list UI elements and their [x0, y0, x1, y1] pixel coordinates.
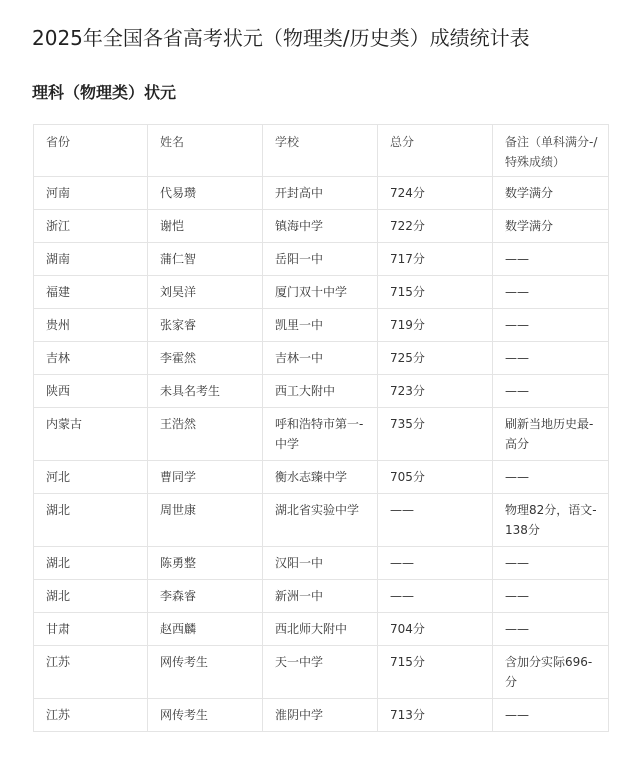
cell-province: 河北 [34, 461, 148, 494]
cell-province: 湖北 [34, 580, 148, 613]
header-province: 省份 [34, 125, 148, 177]
cell-note: 数学满分 [493, 177, 609, 210]
cell-name: 谢恺 [148, 210, 263, 243]
cell-name: 未具名考生 [148, 375, 263, 408]
cell-note: —— [493, 699, 609, 732]
table-row [34, 276, 609, 309]
cell-score: 719分 [378, 309, 493, 342]
table-row [34, 494, 609, 547]
cell-note: 含加分实际696-分 [493, 646, 609, 699]
table-row [34, 646, 609, 699]
cell-school: 凯里一中 [263, 309, 378, 342]
cell-note: —— [493, 243, 609, 276]
cell-school: 吉林一中 [263, 342, 378, 375]
cell-note: —— [493, 580, 609, 613]
cell-score: 735分 [378, 408, 493, 461]
cell-school: 岳阳一中 [263, 243, 378, 276]
table-header [34, 125, 609, 177]
header-name: 姓名 [148, 125, 263, 177]
cell-name: 代易瓒 [148, 177, 263, 210]
cell-province: 陕西 [34, 375, 148, 408]
cell-province: 贵州 [34, 309, 148, 342]
cell-name: 李森睿 [148, 580, 263, 613]
table-row [34, 342, 609, 375]
cell-score: 705分 [378, 461, 493, 494]
cell-score: 715分 [378, 276, 493, 309]
table-row [34, 580, 609, 613]
cell-school: 天一中学 [263, 646, 378, 699]
cell-school: 开封高中 [263, 177, 378, 210]
cell-note: —— [493, 461, 609, 494]
table-row [34, 375, 609, 408]
cell-name: 刘昊洋 [148, 276, 263, 309]
cell-school: 汉阳一中 [263, 547, 378, 580]
cell-score: 722分 [378, 210, 493, 243]
cell-name: 蒲仁智 [148, 243, 263, 276]
header-score: 总分 [378, 125, 493, 177]
page-title: 2025年全国各省高考状元（物理类/历史类）成绩统计表 [32, 26, 530, 50]
cell-score: 717分 [378, 243, 493, 276]
cell-school: 湖北省实验中学 [263, 494, 378, 547]
cell-name: 张家睿 [148, 309, 263, 342]
cell-school: 呼和浩特市第一-中学 [263, 408, 378, 461]
cell-province: 湖南 [34, 243, 148, 276]
cell-school: 淮阴中学 [263, 699, 378, 732]
table-row [34, 408, 609, 461]
cell-note: —— [493, 547, 609, 580]
cell-score: 704分 [378, 613, 493, 646]
cell-province: 江苏 [34, 646, 148, 699]
header-note: 备注（单科满分-/特殊成绩） [493, 125, 609, 177]
cell-province: 内蒙古 [34, 408, 148, 461]
table-row [34, 461, 609, 494]
cell-note: 数学满分 [493, 210, 609, 243]
table-row [34, 210, 609, 243]
cell-score: —— [378, 547, 493, 580]
results-table [33, 124, 609, 732]
cell-name: 网传考生 [148, 646, 263, 699]
cell-school: 西北师大附中 [263, 613, 378, 646]
table-body [34, 177, 609, 732]
cell-province: 湖北 [34, 494, 148, 547]
cell-province: 江苏 [34, 699, 148, 732]
cell-name: 李霍然 [148, 342, 263, 375]
cell-note: —— [493, 342, 609, 375]
cell-name: 网传考生 [148, 699, 263, 732]
cell-name: 陈勇整 [148, 547, 263, 580]
table-row [34, 309, 609, 342]
cell-note: —— [493, 613, 609, 646]
cell-score: —— [378, 494, 493, 547]
cell-name: 王浩然 [148, 408, 263, 461]
cell-province: 福建 [34, 276, 148, 309]
cell-province: 湖北 [34, 547, 148, 580]
cell-school: 镇海中学 [263, 210, 378, 243]
cell-score: 723分 [378, 375, 493, 408]
table-row [34, 243, 609, 276]
cell-province: 河南 [34, 177, 148, 210]
cell-note: 刷新当地历史最-高分 [493, 408, 609, 461]
cell-school: 西工大附中 [263, 375, 378, 408]
table-row [34, 547, 609, 580]
cell-province: 浙江 [34, 210, 148, 243]
table-row [34, 699, 609, 732]
cell-school: 衡水志臻中学 [263, 461, 378, 494]
cell-score: 713分 [378, 699, 493, 732]
header-row [34, 125, 609, 177]
cell-score: 725分 [378, 342, 493, 375]
section-title: 理科（物理类）状元 [32, 83, 177, 102]
cell-school: 新洲一中 [263, 580, 378, 613]
cell-school: 厦门双十中学 [263, 276, 378, 309]
header-school: 学校 [263, 125, 378, 177]
cell-province: 甘肃 [34, 613, 148, 646]
cell-score: 715分 [378, 646, 493, 699]
table-row [34, 177, 609, 210]
cell-score: —— [378, 580, 493, 613]
cell-province: 吉林 [34, 342, 148, 375]
cell-note: —— [493, 276, 609, 309]
cell-name: 曹同学 [148, 461, 263, 494]
cell-name: 周世康 [148, 494, 263, 547]
cell-score: 724分 [378, 177, 493, 210]
cell-note: 物理82分，语文-138分 [493, 494, 609, 547]
cell-note: —— [493, 375, 609, 408]
cell-note: —— [493, 309, 609, 342]
cell-name: 赵西麟 [148, 613, 263, 646]
table-row [34, 613, 609, 646]
